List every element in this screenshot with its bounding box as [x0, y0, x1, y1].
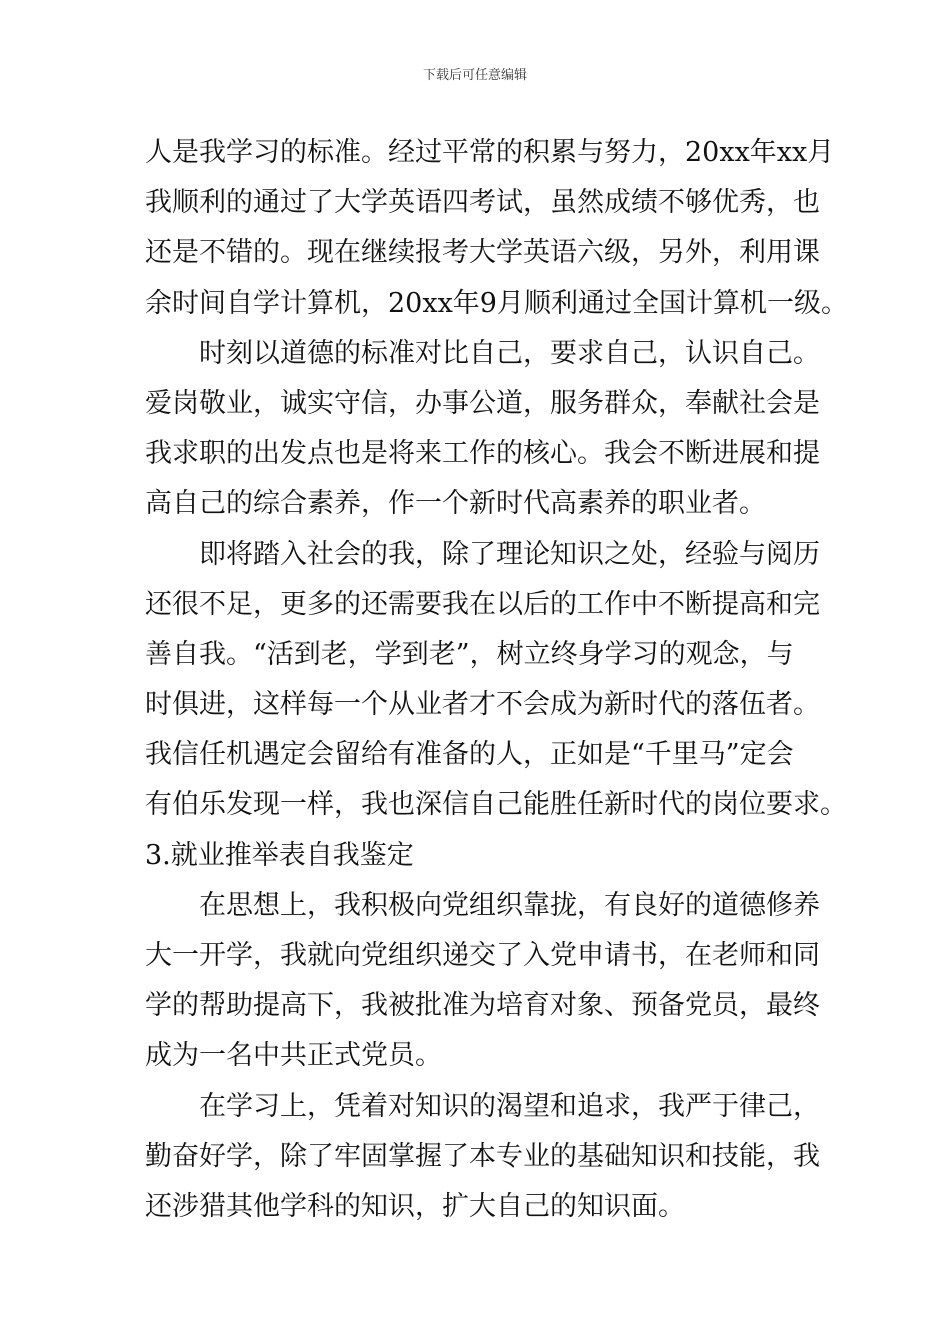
text-line: 学的帮助提高下，我被批准为培育对象、预备党员，最终 [145, 990, 820, 1022]
text-line: 在学习上，凭着对知识的渴望和追求，我严于律己， [199, 1090, 820, 1122]
text-line: 时刻以道德的标准对比自己，要求自己，认识自己。 [199, 337, 820, 369]
text-line: 还涉猎其他学科的知识，扩大自己的知识面。 [145, 1190, 685, 1222]
text-line: 我求职的出发点也是将来工作的核心。我会不断进展和提 [145, 438, 820, 470]
page-header-note: 下载后可任意编辑 [422, 68, 527, 83]
text-line: 善自我。“活到老，学到老”，树立终身学习的观念，与 [145, 638, 794, 670]
text-line: 时俱进，这样每一个从业者才不会成为新时代的落伍者。 [145, 689, 820, 721]
text-line: 还很不足，更多的还需要我在以后的工作中不断提高和完 [145, 588, 820, 620]
text-line: 3.就业推举表自我鉴定 [145, 839, 414, 871]
text-line: 爱岗敬业，诚实守信，办事公道，服务群众，奉献社会是 [145, 387, 820, 419]
text-line: 人是我学习的标准。经过平常的积累与努力，20xx年xx月 [145, 137, 835, 168]
text-line: 我信任机遇定会留给有准备的人，正如是“千里马”定会 [145, 739, 794, 771]
text-line: 大一开学，我就向党组织递交了入党申请书，在老师和同 [145, 940, 820, 971]
text-line: 余时间自学计算机，20xx年9月顺利通过全国计算机一级。 [145, 287, 848, 319]
text-line: 有伯乐发现一样，我也深信自己能胜任新时代的岗位要求。 [145, 789, 847, 821]
text-line: 勤奋好学，除了牢固掌握了本专业的基础知识和技能，我 [145, 1140, 820, 1172]
text-line: 成为一名中共正式党员。 [145, 1040, 442, 1072]
text-line: 即将踏入社会的我，除了理论知识之处，经验与阅历 [199, 538, 820, 570]
text-line: 还是不错的。现在继续报考大学英语六级，另外，利用课 [145, 237, 820, 269]
text-line: 在思想上，我积极向党组织靠拢，有良好的道德修养 [199, 889, 820, 921]
text-line: 我顺利的通过了大学英语四考试，虽然成绩不够优秀，也 [145, 187, 820, 219]
document-body [145, 128, 848, 1232]
text-line: 高自己的综合素养，作一个新时代高素养的职业者。 [145, 488, 766, 520]
